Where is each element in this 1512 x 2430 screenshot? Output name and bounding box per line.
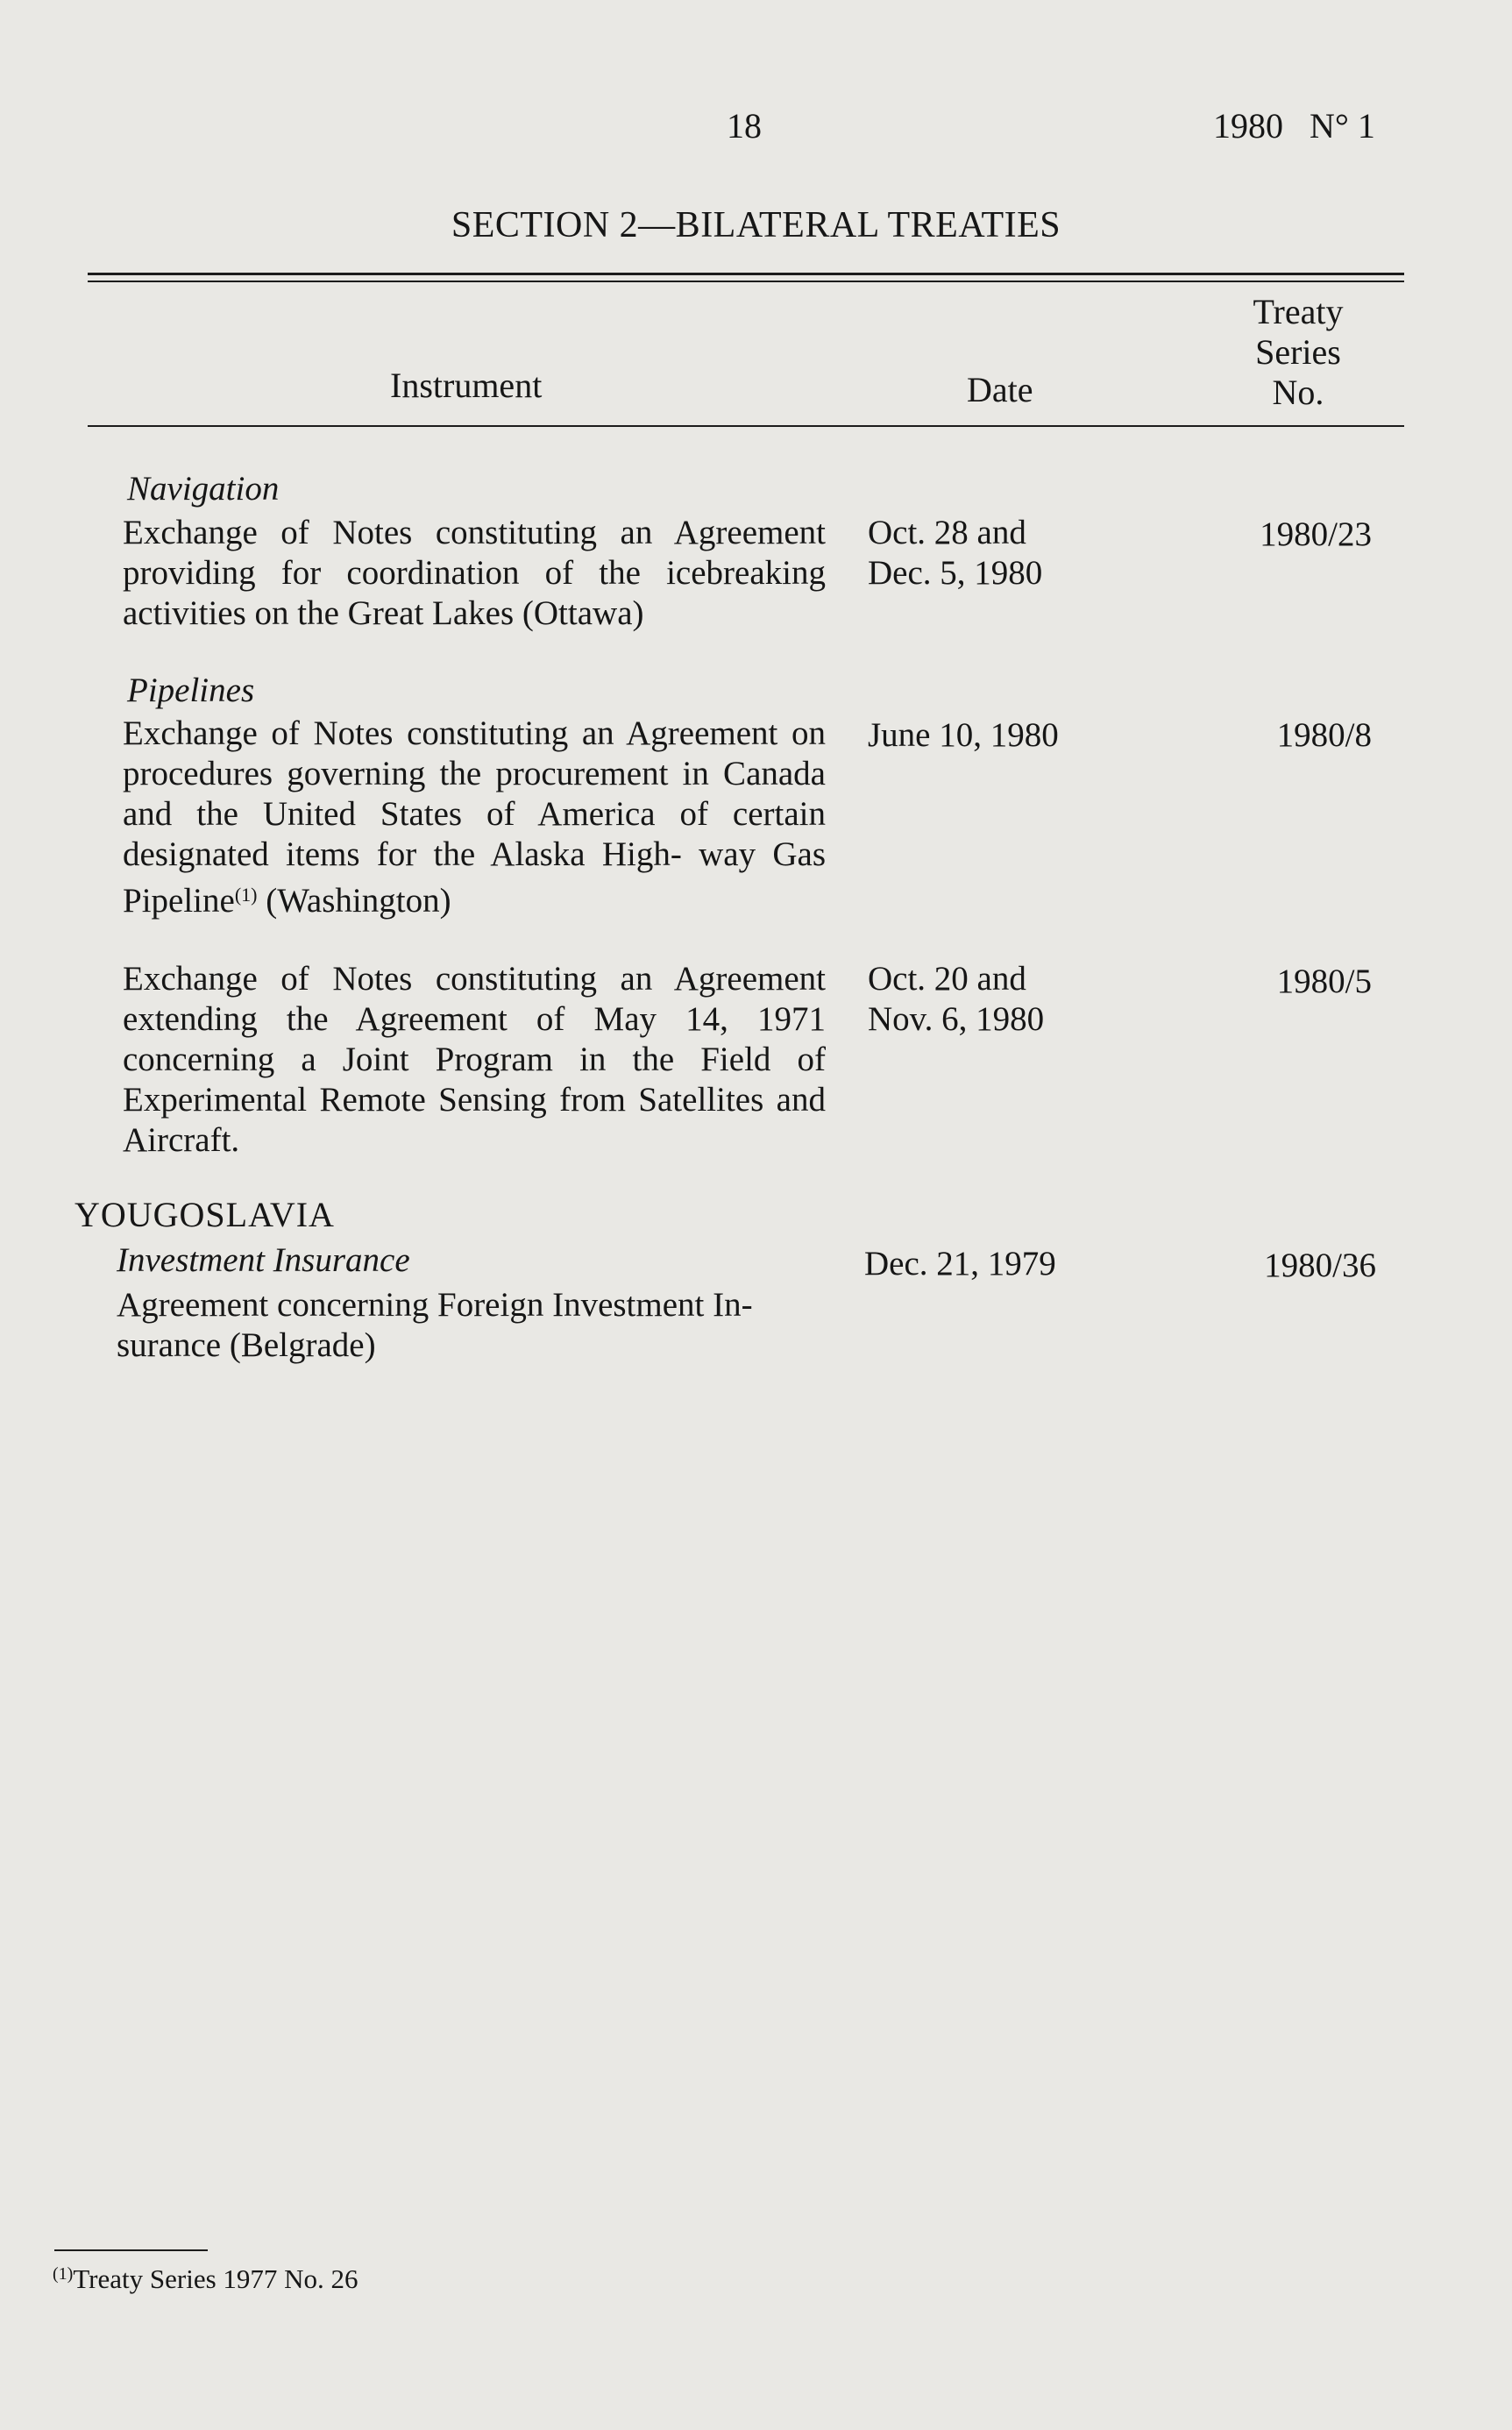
date-line: Nov. 6, 1980 — [868, 1000, 1045, 1038]
treaty-series-line2: Series — [1255, 332, 1341, 372]
treaty-series-number: 1980/23 — [1260, 515, 1372, 553]
treaty-series-number: 1980/36 — [1264, 1247, 1376, 1284]
treaty-series-number: 1980/8 — [1276, 716, 1372, 754]
footnote — [53, 2263, 358, 2295]
footnote-text: Treaty Series 1977 No. 26 — [73, 2263, 358, 2294]
footnote-reference: (1) — [234, 884, 258, 906]
header-rule — [88, 425, 1404, 427]
entry-text: Agreement concerning Foreign Investment In- surance (Belgrade) — [117, 1286, 753, 1364]
volume-number: 1980 N° 1 — [1213, 106, 1375, 146]
footnote-marker: (1) — [53, 2264, 74, 2284]
entry-date — [868, 715, 1059, 756]
treaty-series-line1: Treaty — [1253, 292, 1344, 331]
entry-date — [864, 1244, 1056, 1284]
page-number: 18 — [727, 106, 762, 146]
column-header-instrument: Instrument — [390, 366, 543, 405]
column-header-treaty-series — [1218, 292, 1378, 413]
entry-date — [868, 513, 1042, 593]
entry-text-after: (Washington) — [257, 882, 451, 920]
entry-text: Exchange of Notes constituting an Agreement extending the Agreement of May 14, 1971 concerning a Joint Program in the Field of Experimental Remote Sensing from Satellites and Aircraft. — [123, 960, 826, 1159]
section-title: SECTION 2—BILATERAL TREATIES — [451, 205, 1061, 245]
category-investment-insurance: Investment Insurance — [117, 1241, 410, 1279]
treaty-series-number: 1980/5 — [1276, 963, 1372, 1000]
entry-text — [123, 714, 826, 921]
entry-date — [868, 959, 1044, 1040]
footnote-rule — [54, 2249, 208, 2251]
date-line: Dec. 5, 1980 — [868, 554, 1043, 592]
date-line: Oct. 20 and — [868, 960, 1026, 998]
date-line: June 10, 1980 — [868, 716, 1059, 754]
country-heading: YOUGOSLAVIA — [75, 1195, 335, 1234]
entry-text: Exchange of Notes constituting an Agreement providing for coordination of the icebreaking activities on the Great Lakes (Ottawa) — [123, 514, 826, 632]
title-rule-bottom — [88, 281, 1404, 282]
date-line: Dec. 21, 1979 — [864, 1245, 1056, 1282]
column-header-date: Date — [967, 370, 1033, 409]
category-navigation: Navigation — [127, 470, 280, 508]
treaty-series-line3: No. — [1272, 373, 1324, 412]
date-line: Oct. 28 and — [868, 514, 1026, 551]
entry-text-main: Exchange of Notes constituting an Agreement on procedures governing the procurement in Canada and the United States of America of certain designated items for the Alaska High- way Gas Pipeline — [123, 714, 826, 920]
category-pipelines: Pipelines — [127, 671, 255, 709]
title-rule-top — [88, 273, 1404, 275]
